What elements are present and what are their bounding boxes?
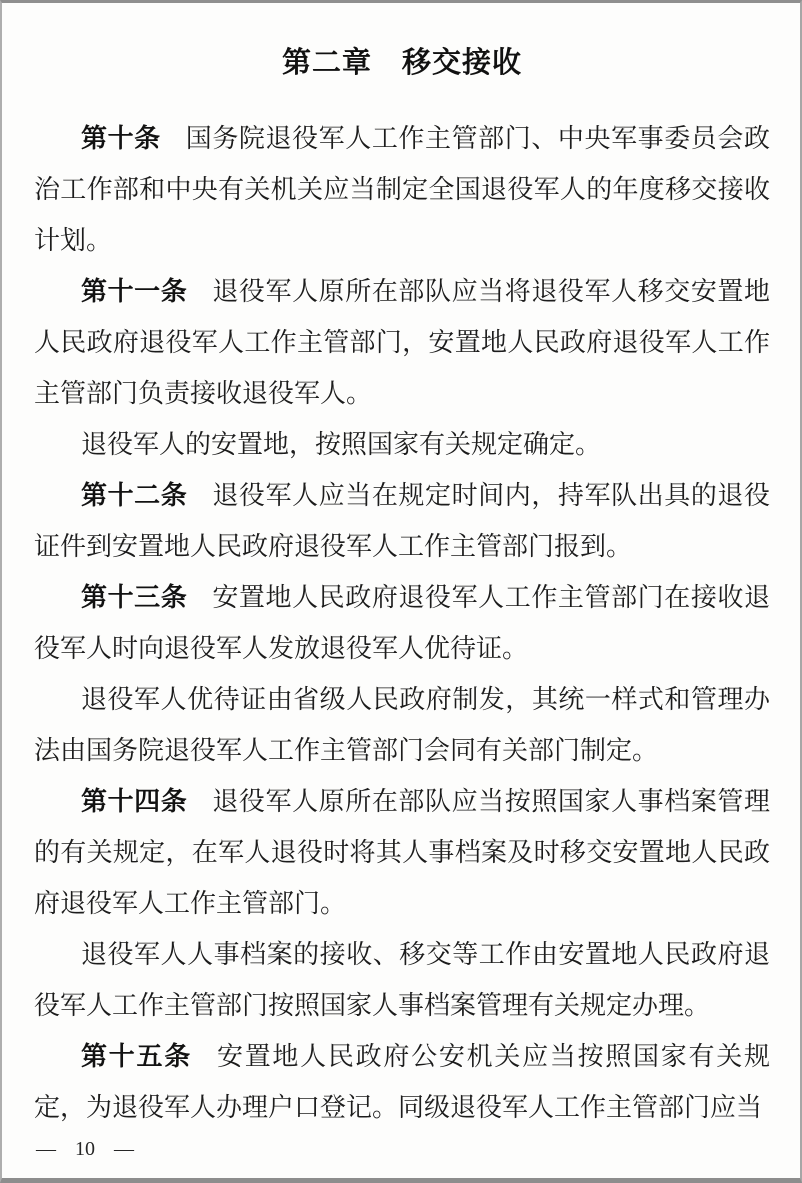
law-paragraph bbox=[34, 776, 770, 929]
article-number: 第十条 bbox=[81, 123, 161, 153]
document-body bbox=[34, 113, 770, 1133]
paragraph-text: 退役军人原所在部队应当将退役军人移交安置地人民政府退役军人工作主管部门，安置地人民政府退役军人工作主管部门负责接收退役军人。 bbox=[34, 277, 770, 408]
footer-dash-left: — bbox=[36, 1138, 56, 1160]
law-paragraph bbox=[34, 929, 770, 1031]
law-paragraph bbox=[34, 113, 770, 266]
article-number: 第十三条 bbox=[81, 582, 188, 612]
paragraph-text: 退役军人应当在规定时间内，持军队出具的退役证件到安置地人民政府退役军人工作主管部门报到。 bbox=[34, 481, 770, 561]
law-paragraph bbox=[34, 572, 770, 674]
page-footer bbox=[36, 1136, 134, 1162]
article-number: 第十一条 bbox=[81, 276, 188, 306]
paragraph-text: 退役军人的安置地，按照国家有关规定确定。 bbox=[81, 430, 602, 459]
footer-dash-right: — bbox=[114, 1138, 134, 1160]
paragraph-text: 退役军人原所在部队应当按照国家人事档案管理的有关规定，在军人退役时将其人事档案及时移交安置地人民政府退役军人工作主管部门。 bbox=[34, 787, 770, 918]
law-paragraph bbox=[34, 266, 770, 419]
law-paragraph bbox=[34, 419, 770, 470]
paragraph-text: 安置地人民政府公安机关应当按照国家有关规定，为退役军人办理户口登记。同级退役军人工作主管部门应当 bbox=[34, 1042, 770, 1122]
article-number: 第十二条 bbox=[81, 480, 188, 510]
paragraph-text: 退役军人优待证由省级人民政府制发，其统一样式和管理办法由国务院退役军人工作主管部门会同有关部门制定。 bbox=[34, 685, 770, 765]
article-number: 第十五条 bbox=[81, 1041, 192, 1071]
paragraph-text: 国务院退役军人工作主管部门、中央军事委员会政治工作部和中央有关机关应当制定全国退役军人的年度移交接收计划。 bbox=[34, 124, 770, 255]
law-paragraph bbox=[34, 1031, 770, 1133]
paragraph-text: 安置地人民政府退役军人工作主管部门在接收退役军人时向退役军人发放退役军人优待证。 bbox=[34, 583, 770, 663]
paragraph-text: 退役军人人事档案的接收、移交等工作由安置地人民政府退役军人工作主管部门按照国家人事档案管理有关规定办理。 bbox=[34, 940, 770, 1020]
law-paragraph bbox=[34, 674, 770, 776]
chapter-title: 第二章 移交接收 bbox=[281, 47, 522, 79]
law-paragraph bbox=[34, 470, 770, 572]
article-number: 第十四条 bbox=[81, 786, 188, 816]
page-number: 10 bbox=[75, 1138, 95, 1160]
